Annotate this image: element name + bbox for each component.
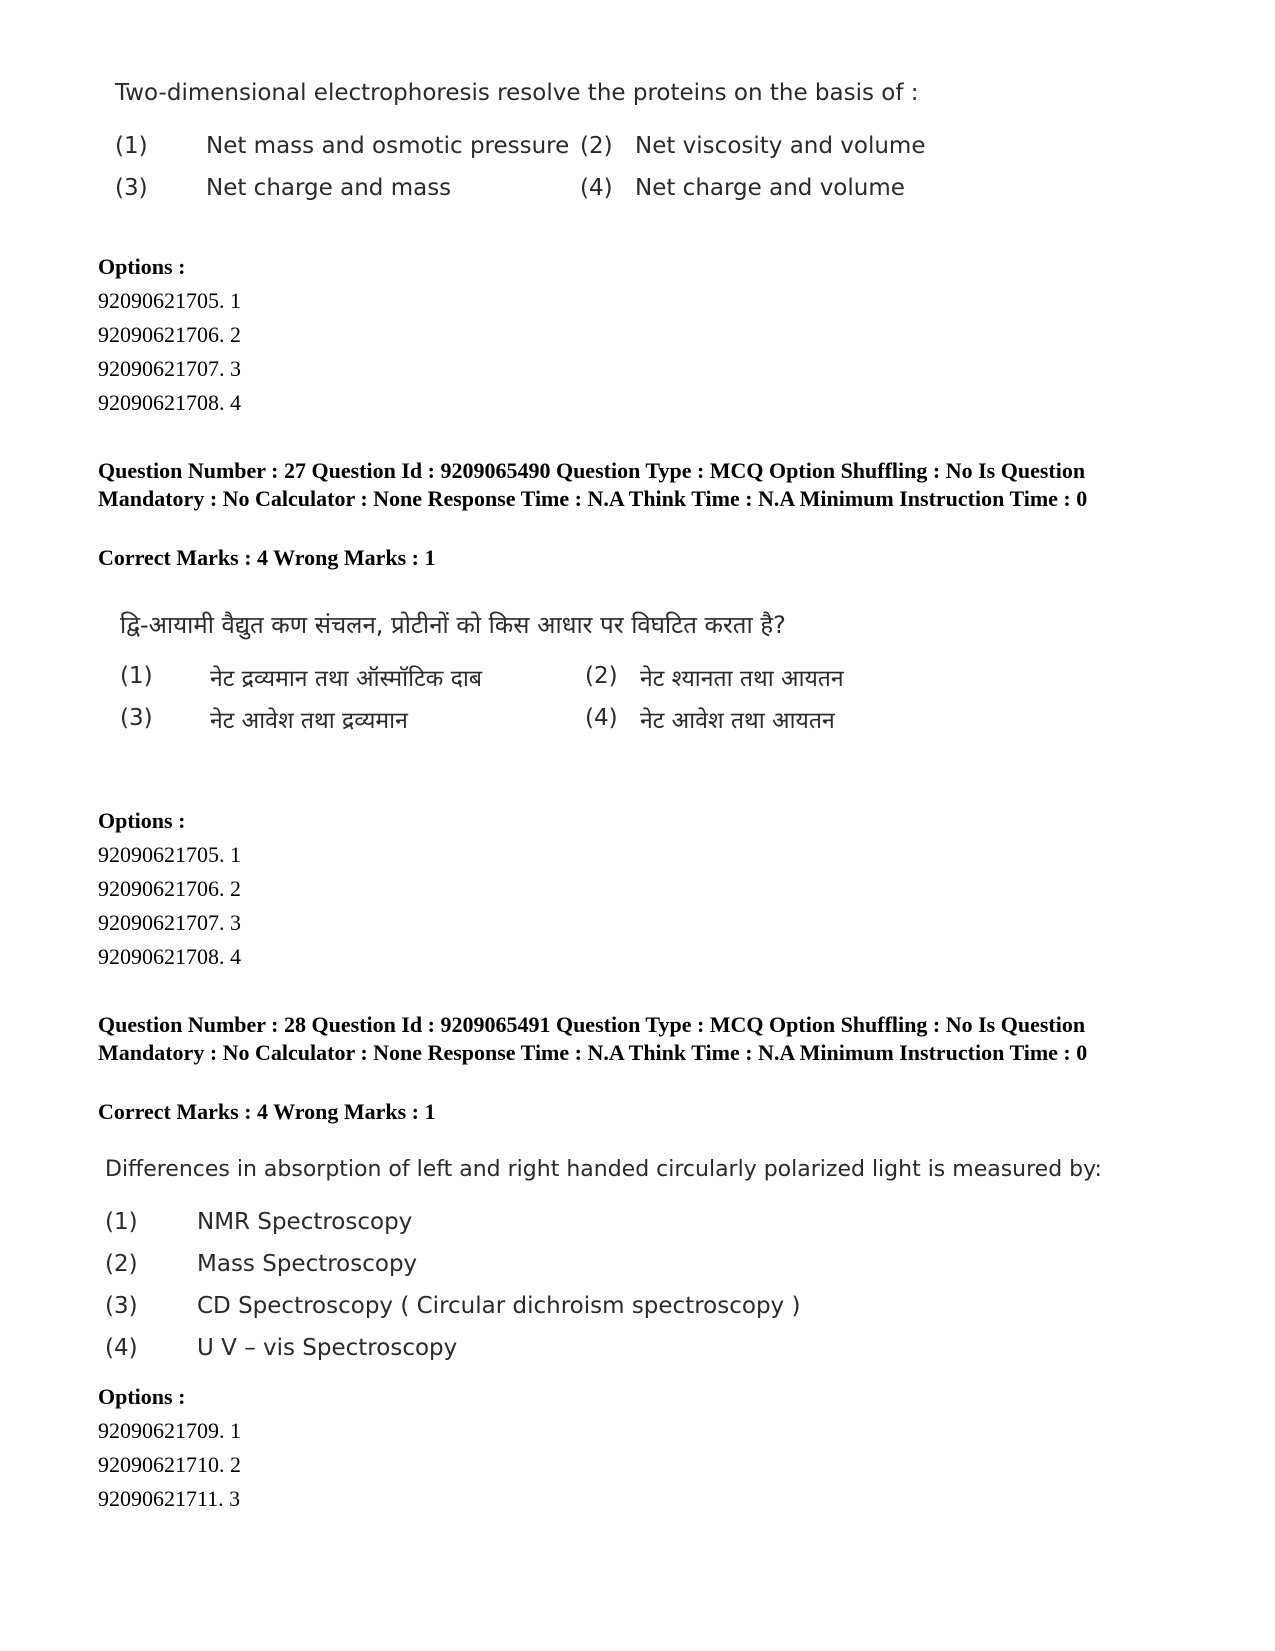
q27-question-text: द्वि-आयामी वैद्युत कण संचलन, प्रोटीनों को किस आधार पर विघटित करता है? xyxy=(120,611,786,639)
q26-options-list xyxy=(98,250,241,420)
q28-options-label: Options : xyxy=(98,1384,186,1409)
q28-option-1-number: (1) xyxy=(105,1209,138,1235)
q26-option-3-text: Net charge and mass xyxy=(206,175,452,201)
q28-question-text: Differences in absorption of left and right handed circularly polarized light is measured by: xyxy=(105,1157,1102,1182)
q27-option-2-text: नेट श्यानता तथा आयतन xyxy=(640,666,844,692)
q27-option-4-text: नेट आवेश तथा आयतन xyxy=(640,708,835,734)
q28-option-2-number: (2) xyxy=(105,1251,138,1277)
q26-option-id-3: 92090621707. 3 xyxy=(98,356,241,381)
q28-option-id-1: 92090621709. 1 xyxy=(98,1418,241,1443)
q28-option-id-3: 92090621711. 3 xyxy=(98,1486,241,1511)
q27-option-2-number: (2) xyxy=(585,663,618,689)
q27-marks: Correct Marks : 4 Wrong Marks : 1 xyxy=(98,545,436,570)
q27-option-id-4: 92090621708. 4 xyxy=(98,944,241,969)
q26-option-3-number: (3) xyxy=(115,175,148,201)
q27-option-1-number: (1) xyxy=(120,663,153,689)
q27-question-image xyxy=(120,608,1020,738)
q26-option-id-1: 92090621705. 1 xyxy=(98,288,241,313)
q27-option-3-number: (3) xyxy=(120,705,153,731)
q26-option-4-number: (4) xyxy=(580,175,613,201)
q26-option-2-number: (2) xyxy=(580,133,613,159)
q26-options-label: Options : xyxy=(98,254,186,279)
q28-option-2-text: Mass Spectroscopy xyxy=(197,1251,418,1277)
q27-option-id-1: 92090621705. 1 xyxy=(98,842,241,867)
q28-option-id-2: 92090621710. 2 xyxy=(98,1452,241,1477)
q26-option-4-text: Net charge and volume xyxy=(635,175,905,201)
q27-options-label: Options : xyxy=(98,808,186,833)
q27-option-id-2: 92090621706. 2 xyxy=(98,876,241,901)
q26-question-text: Two-dimensional electrophoresis resolve the proteins on the basis of : xyxy=(115,80,919,106)
q26-question-image xyxy=(115,80,1015,210)
q28-option-1-text: NMR Spectroscopy xyxy=(197,1209,413,1235)
q27-metadata: Question Number : 27 Question Id : 9209065490 Question Type : MCQ Option Shuffling : No Is Question Mandatory : No Calculator : None Response Time : N.A Think Time : N.A Minimum Instruction Time : 0 xyxy=(98,458,1088,511)
q26-option-id-4: 92090621708. 4 xyxy=(98,390,241,415)
q27-option-4-number: (4) xyxy=(585,705,618,731)
q26-option-1-text: Net mass and osmotic pressure xyxy=(206,133,570,159)
q27-option-id-3: 92090621707. 3 xyxy=(98,910,241,935)
q27-option-1-text: नेट द्रव्यमान तथा ऑस्मॉटिक दाब xyxy=(210,666,482,692)
q28-option-3-number: (3) xyxy=(105,1293,138,1319)
q28-marks: Correct Marks : 4 Wrong Marks : 1 xyxy=(98,1099,436,1124)
q28-option-4-text: U V – vis Spectroscopy xyxy=(197,1335,458,1361)
q28-question-image xyxy=(105,1157,1105,1367)
q28-option-3-text: CD Spectroscopy ( Circular dichroism spectroscopy ) xyxy=(197,1293,801,1319)
q27-options-list xyxy=(98,804,241,974)
q28-option-4-number: (4) xyxy=(105,1335,138,1361)
q27-option-3-text: नेट आवेश तथा द्रव्यमान xyxy=(210,708,408,734)
q26-option-2-text: Net viscosity and volume xyxy=(635,133,926,159)
q28-options-list xyxy=(98,1380,241,1516)
q26-option-id-2: 92090621706. 2 xyxy=(98,322,241,347)
q28-metadata: Question Number : 28 Question Id : 9209065491 Question Type : MCQ Option Shuffling : No Is Question Mandatory : No Calculator : None Response Time : N.A Think Time : N.A Minimum Instruction Time : 0 xyxy=(98,1012,1088,1065)
q26-option-1-number: (1) xyxy=(115,133,148,159)
